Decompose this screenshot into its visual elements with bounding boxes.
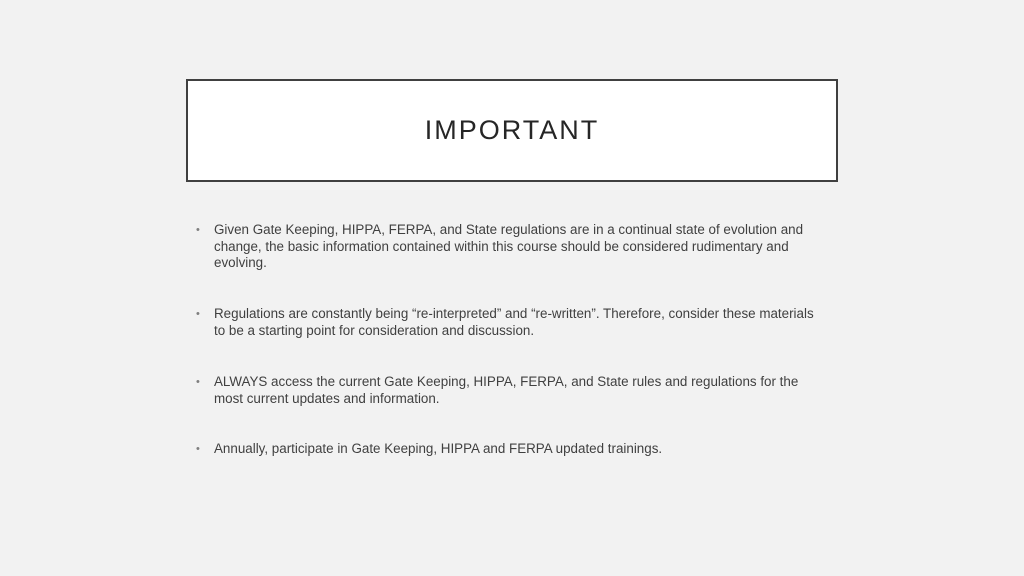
slide-title: IMPORTANT — [424, 115, 600, 145]
bullet-text: Annually, participate in Gate Keeping, HIPPA and FERPA updated trainings. — [214, 441, 663, 456]
bullet-item — [196, 222, 826, 272]
bullet-dot-icon: • — [196, 308, 200, 320]
bullet-text: ALWAYS access the current Gate Keeping, HIPPA, FERPA, and State rules and regulations for the most current updates and information. — [214, 374, 799, 406]
title-box — [186, 79, 838, 182]
bullet-item — [196, 441, 662, 458]
bullet-dot-icon: • — [196, 224, 200, 236]
bullet-dot-icon: • — [196, 376, 200, 388]
bullet-item — [196, 306, 826, 339]
bullet-dot-icon: • — [196, 443, 200, 455]
bullet-item — [196, 374, 826, 407]
bullet-text: Regulations are constantly being “re-interpreted” and “re-written”. Therefore, consider these materials to be a starting point for consideration and discussion. — [214, 306, 814, 338]
bullet-text: Given Gate Keeping, HIPPA, FERPA, and State regulations are in a continual state of evolution and change, the basic information contained within this course should be considered rudimentary and evolving. — [214, 222, 804, 270]
